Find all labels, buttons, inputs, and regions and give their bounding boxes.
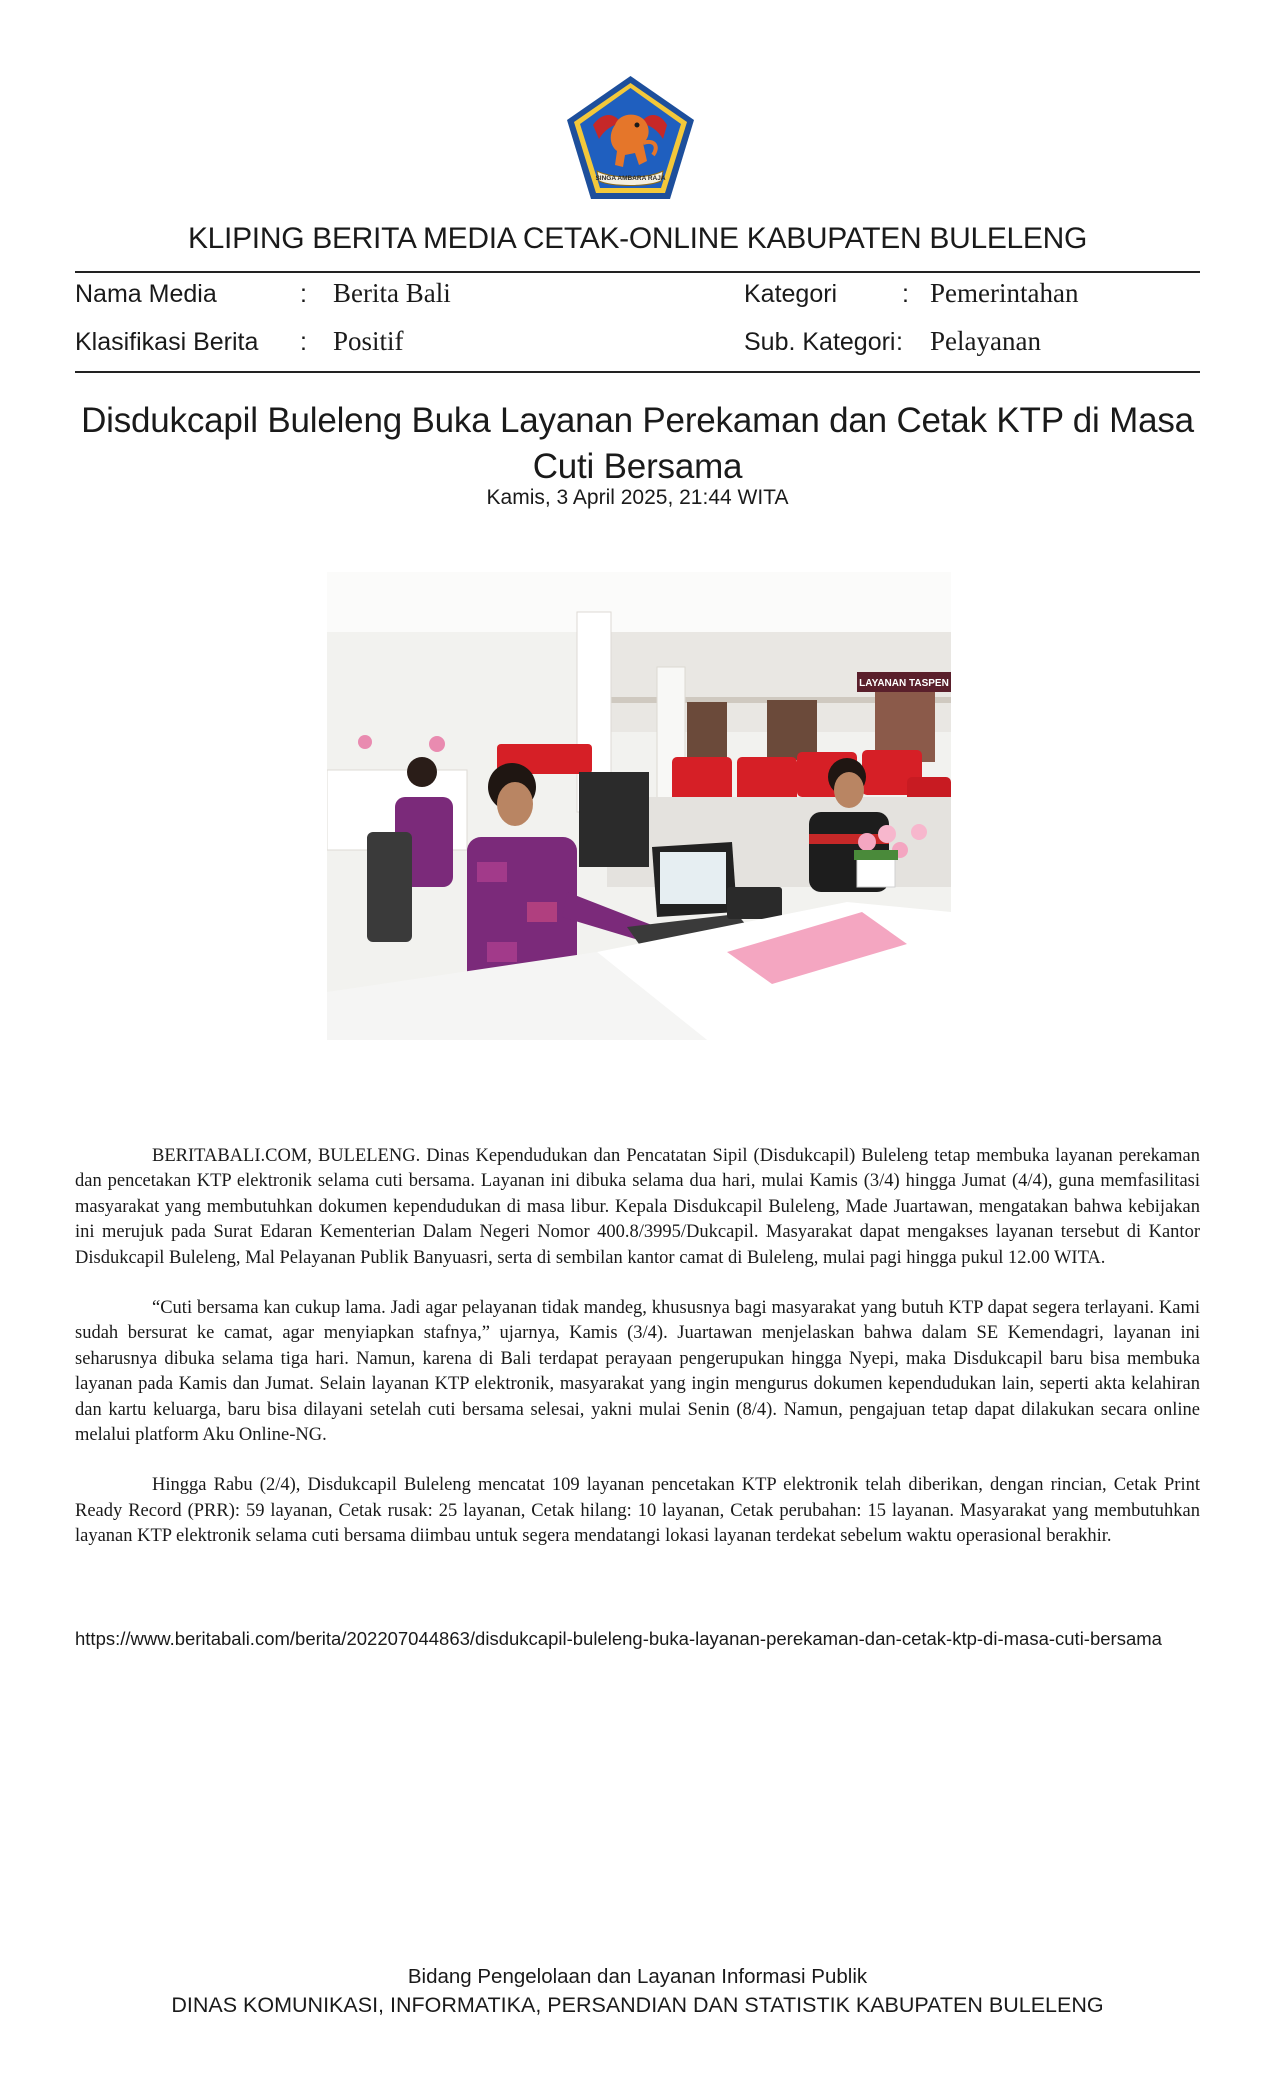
sub-category-value: Pelayanan [930,326,1041,356]
news-classification-label: Klasifikasi Berita [75,328,259,356]
article-paragraph: “Cuti bersama kan cukup lama. Jadi agar pelayanan tidak mandeg, khususnya bagi masyarakat yang butuh KTP dapat segera terlayani. Kami sudah bersurat ke camat, agar menyiapkan stafnya,” ujarnya, Kamis (3/4). Juartawan menjelaskan bahwa dalam SE Kemendagri, layanan ini seharusnya dibuka selama tiga hari. Namun, karena di Bali terdapat perayaan pengerupukan hingga Nyepi, maka Disdukcapil baru bisa membuka layanan pada Kamis dan Jumat. Selain layanan KTP elektronik, masyarakat yang ingin mengurus dokumen kependudukan lain, seperti akta kelahiran dan kartu keluarga, baru bisa dilayani setelah cuti bersama selesai, yakni mulai Senin (8/4). Namun, pengajuan tetap dapat dilakukan secara online melalui platform Aku Online-NG. [75,1298,1200,1446]
category-label: Kategori [744,280,838,308]
news-classification-value: Positif [333,326,404,356]
media-name-separator: : [300,280,307,308]
news-classification-separator: : [300,328,307,356]
sub-category-label: Sub. Kategori [744,328,896,356]
article-date: Kamis, 3 April 2025, 21:44 WITA [486,486,789,509]
article-headline: Disdukcapil Buleleng Buka Layanan Perekaman dan Cetak KTP di Masa Cuti Bersama [81,401,1194,486]
photo-sign-text: LAYANAN TASPEN [859,678,949,689]
source-url-link[interactable]: https://www.beritabali.com/berita/202207044863/disdukcapil-buleleng-buka-layanan-perekaman-dan-cetak-ktp-di-masa-cuti-bersama [75,1628,1162,1649]
category-separator: : [902,280,909,308]
footer-office-name: DINAS KOMUNIKASI, INFORMATIKA, PERSANDIAN DAN STATISTIK KABUPATEN BULELENG [171,1993,1104,2017]
emblem-motto: SINGA AMBARA RAJA [595,175,666,182]
buleleng-emblem-logo [563,73,698,203]
category-value: Pemerintahan [930,278,1079,308]
article-paragraph: Hingga Rabu (2/4), Disdukcapil Buleleng mencatat 109 layanan pencetakan KTP elektronik telah diberikan, dengan rincian, Cetak Print Ready Record (PRR): 59 layanan, Cetak rusak: 25 layanan, Cetak hilang: 10 layanan, Cetak perubahan: 15 layanan. Masyarakat yang membutuhkan layanan KTP elektronik selama cuti bersama diimbau untuk segera mendatangi lokasi layanan terdekat sebelum waktu operasional berakhir. [75,1475,1200,1547]
article-paragraph: BERITABALI.COM, BULELENG. Dinas Kependudukan dan Pencatatan Sipil (Disdukcapil) Buleleng tetap membuka layanan perekaman dan pencetakan KTP elektronik selama cuti bersama. Layanan ini dibuka selama dua hari, mulai Kamis (3/4) hingga Jumat (4/4), guna memfasilitasi masyarakat yang membutuhkan dokumen kependudukan di masa libur. Kepala Disdukcapil Buleleng, Made Juartawan, mengatakan bahwa kebijakan ini merujuk pada Surat Edaran Kementerian Dalam Negeri Nomor 400.8/3995/Dukcapil. Masyarakat dapat mengakses layanan tersebut di Kantor Disdukcapil Buleleng, Mal Pelayanan Publik Banyuasri, serta di sembilan kantor camat di Buleleng, mulai pagi hingga pukul 12.00 WITA. [75,1146,1200,1268]
article-body [75,1144,1200,1575]
article-photo [327,572,951,1040]
header-divider-bottom [75,371,1200,373]
media-name-label: Nama Media [75,280,217,308]
header-divider-top [75,271,1200,273]
clipping-header-title: KLIPING BERITA MEDIA CETAK-ONLINE KABUPATEN BULELENG [187,222,1088,255]
media-name-value: Berita Bali [333,278,451,308]
footer-unit-name: Bidang Pengelolaan dan Layanan Informasi Publik [407,1965,868,1988]
sub-category-separator: : [896,328,903,356]
